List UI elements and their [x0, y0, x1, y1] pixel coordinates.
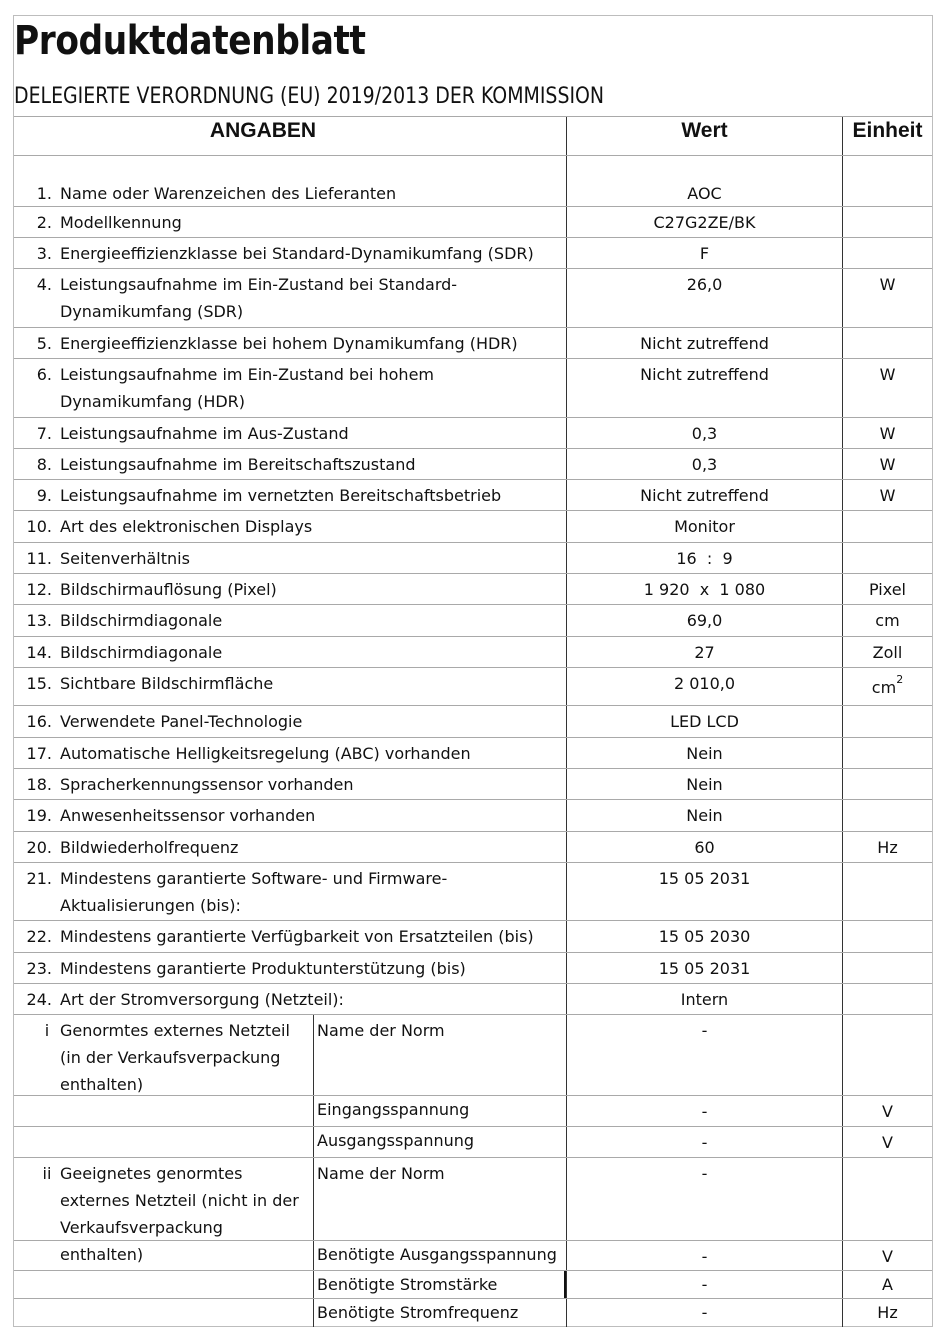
row-marker: ii — [42, 1164, 52, 1183]
product-data-sheet — [13, 15, 933, 1327]
row-value: 1 920 x 1 080 — [566, 574, 842, 604]
row-value: 26,0 — [566, 269, 842, 327]
row-value: 69,0 — [566, 605, 842, 636]
row-marker: i — [44, 1021, 50, 1040]
sub-label: Benötigte Stromfrequenz — [313, 1299, 566, 1327]
table-row — [14, 769, 932, 800]
row-unit — [842, 953, 932, 983]
row-unit: V — [842, 1241, 932, 1270]
table-row — [14, 269, 932, 328]
row-unit — [842, 668, 932, 705]
row-label: Bildwiederholfrequenz — [60, 838, 239, 857]
table-row — [14, 738, 932, 769]
table-row — [14, 668, 932, 706]
row-value: LED LCD — [566, 706, 842, 737]
row-unit — [842, 800, 932, 831]
row-unit — [842, 863, 932, 920]
table-row — [14, 637, 932, 668]
row-number: 8. — [36, 455, 52, 474]
row-value: 60 — [566, 832, 842, 862]
row-label: Leistungsaufnahme im vernetzten Bereitschaftsbetrieb — [60, 486, 502, 505]
row-unit: Zoll — [842, 637, 932, 667]
row-value: AOC — [566, 156, 842, 206]
row-label: Anwesenheitssensor vorhanden — [60, 806, 316, 825]
row-number: 1. — [36, 184, 52, 203]
table-row — [14, 706, 932, 738]
row-value: F — [566, 238, 842, 268]
table-row — [14, 832, 932, 863]
row-number: 2. — [36, 213, 52, 232]
unit-superscript: 2 — [896, 673, 904, 686]
row-label: Seitenverhältnis — [60, 549, 190, 568]
row-value: Monitor — [566, 511, 842, 542]
table-row — [14, 511, 932, 543]
table-row — [14, 328, 932, 359]
row-label: Name oder Warenzeichen des Lieferanten — [60, 184, 397, 203]
row-label: Energieeffizienzklasse bei hohem Dynamikumfang (HDR) — [60, 334, 518, 353]
row-label: Energieeffizienzklasse bei Standard-Dynamikumfang (SDR) — [60, 244, 534, 263]
row-value: 2 010,0 — [566, 668, 842, 705]
row-unit — [842, 156, 932, 206]
power-supply-i-row — [14, 1015, 932, 1096]
row-number: 20. — [26, 838, 52, 857]
row-unit: W — [842, 359, 932, 417]
row-value: Nicht zutreffend — [566, 480, 842, 510]
row-unit: V — [842, 1096, 932, 1126]
row-label: Mindestens garantierte Software- und Firmware-Aktualisierungen (bis): — [60, 869, 448, 915]
row-number: 7. — [36, 424, 52, 443]
row-value: 15 05 2030 — [566, 921, 842, 952]
table-row — [14, 359, 932, 418]
row-value: Nein — [566, 800, 842, 831]
sub-label: Ausgangsspannung — [313, 1127, 566, 1157]
header-einheit: Einheit — [842, 117, 932, 155]
row-number: 18. — [26, 775, 52, 794]
row-number: 3. — [36, 244, 52, 263]
row-label: Geeignetes genormtes externes Netzteil (nicht in der Verkaufsverpackung enthalten) — [60, 1164, 299, 1264]
row-label: Genormtes externes Netzteil (in der Verkaufsverpackung enthalten) — [60, 1021, 290, 1094]
row-value: Intern — [566, 984, 842, 1014]
row-number: 14. — [26, 643, 52, 662]
row-label: Modellkennung — [60, 213, 182, 232]
row-unit — [842, 1015, 932, 1095]
row-number: 16. — [26, 712, 52, 731]
row-number: 12. — [26, 580, 52, 599]
power-supply-i-row — [14, 1096, 932, 1127]
regulation-subtitle: DELEGIERTE VERORDNUNG (EU) 2019/2013 DER KOMMISSION — [14, 84, 605, 109]
row-label: Bildschirmauflösung (Pixel) — [60, 580, 277, 599]
row-unit: W — [842, 269, 932, 327]
row-unit — [842, 921, 932, 952]
row-value: C27G2ZE/BK — [566, 207, 842, 237]
sub-label: Benötigte Ausgangsspannung — [313, 1241, 566, 1270]
row-unit — [842, 1158, 932, 1240]
table-header-row — [14, 116, 932, 156]
row-number: 23. — [26, 959, 52, 978]
row-unit: Hz — [842, 1299, 932, 1327]
table-row — [14, 800, 932, 832]
table-row — [14, 984, 932, 1015]
unit-base: cm — [871, 678, 897, 697]
row-value: 15 05 2031 — [566, 863, 842, 920]
row-unit: Pixel — [842, 574, 932, 604]
row-label: Art der Stromversorgung (Netzteil): — [60, 990, 344, 1009]
row-value: - — [566, 1299, 842, 1327]
row-number: 24. — [26, 990, 52, 1009]
row-label: Leistungsaufnahme im Ein-Zustand bei Standard-Dynamikumfang (SDR) — [60, 275, 458, 321]
table-row — [14, 480, 932, 511]
power-supply-ii-row — [14, 1299, 932, 1327]
row-value: Nein — [566, 738, 842, 768]
row-unit: W — [842, 418, 932, 448]
row-label: Bildschirmdiagonale — [60, 643, 223, 662]
row-number: 17. — [26, 744, 52, 763]
row-unit: W — [842, 449, 932, 479]
page-title: Produktdatenblatt — [14, 18, 366, 64]
row-value: 16 : 9 — [566, 543, 842, 573]
table-row — [14, 449, 932, 480]
row-value: 15 05 2031 — [566, 953, 842, 983]
row-number: 10. — [26, 517, 52, 536]
row-number: 11. — [26, 549, 52, 568]
header-angaben: ANGABEN — [209, 119, 317, 142]
table-row — [14, 921, 932, 953]
row-value: Nein — [566, 769, 842, 799]
table-row — [14, 207, 932, 238]
table-row — [14, 543, 932, 574]
row-value: - — [566, 1271, 842, 1298]
row-value: 27 — [566, 637, 842, 667]
table-row — [14, 605, 932, 637]
row-label: Spracherkennungssensor vorhanden — [60, 775, 354, 794]
row-unit — [842, 738, 932, 768]
row-unit — [842, 238, 932, 268]
row-value: 0,3 — [566, 418, 842, 448]
row-value: 0,3 — [566, 449, 842, 479]
table-row — [14, 238, 932, 269]
row-unit — [842, 543, 932, 573]
row-unit — [842, 706, 932, 737]
power-supply-ii-row — [14, 1241, 932, 1271]
row-label: Mindestens garantierte Produktunterstützung (bis) — [60, 959, 466, 978]
row-value: - — [566, 1241, 842, 1270]
row-number: 13. — [26, 611, 52, 630]
table-row — [14, 418, 932, 449]
row-unit — [842, 207, 932, 237]
table-row — [14, 953, 932, 984]
sub-label: Eingangsspannung — [313, 1096, 566, 1126]
row-unit: V — [842, 1127, 932, 1157]
row-unit — [842, 984, 932, 1014]
row-unit: Hz — [842, 832, 932, 862]
row-label: Automatische Helligkeitsregelung (ABC) vorhanden — [60, 744, 471, 763]
row-label: Leistungsaufnahme im Bereitschaftszustand — [60, 455, 416, 474]
row-number: 21. — [26, 869, 52, 888]
power-supply-i-row — [14, 1127, 932, 1158]
table-row — [14, 574, 932, 605]
row-unit — [842, 511, 932, 542]
row-label: Leistungsaufnahme im Aus-Zustand — [60, 424, 349, 443]
row-label: Verwendete Panel-Technologie — [60, 712, 303, 731]
row-label: Sichtbare Bildschirmfläche — [60, 674, 274, 693]
table-row — [14, 156, 932, 207]
row-unit — [842, 769, 932, 799]
row-number: 4. — [36, 275, 52, 294]
row-label: Mindestens garantierte Verfügbarkeit von Ersatzteilen (bis) — [60, 927, 534, 946]
table-row — [14, 863, 932, 921]
row-label: Art des elektronischen Displays — [60, 517, 313, 536]
row-value: - — [566, 1158, 842, 1240]
row-value: Nicht zutreffend — [566, 359, 842, 417]
row-value: - — [566, 1096, 842, 1126]
row-unit: A — [842, 1271, 932, 1298]
row-number: 19. — [26, 806, 52, 825]
row-unit — [842, 328, 932, 358]
row-label: Bildschirmdiagonale — [60, 611, 223, 630]
row-number: 5. — [36, 334, 52, 353]
row-number: 15. — [26, 674, 52, 693]
row-unit: W — [842, 480, 932, 510]
row-number: 6. — [36, 365, 52, 384]
row-number: 22. — [26, 927, 52, 946]
row-value: - — [566, 1015, 842, 1095]
row-value: - — [566, 1127, 842, 1157]
row-number: 9. — [36, 486, 52, 505]
row-label: Leistungsaufnahme im Ein-Zustand bei hohem Dynamikumfang (HDR) — [60, 365, 434, 411]
sub-label: Name der Norm — [313, 1158, 566, 1240]
sub-label: Benötigte Stromstärke — [313, 1271, 566, 1298]
row-unit: cm — [842, 605, 932, 636]
sub-label: Name der Norm — [313, 1015, 566, 1095]
power-supply-ii-row — [14, 1271, 932, 1299]
header-wert: Wert — [566, 117, 842, 155]
row-value: Nicht zutreffend — [566, 328, 842, 358]
